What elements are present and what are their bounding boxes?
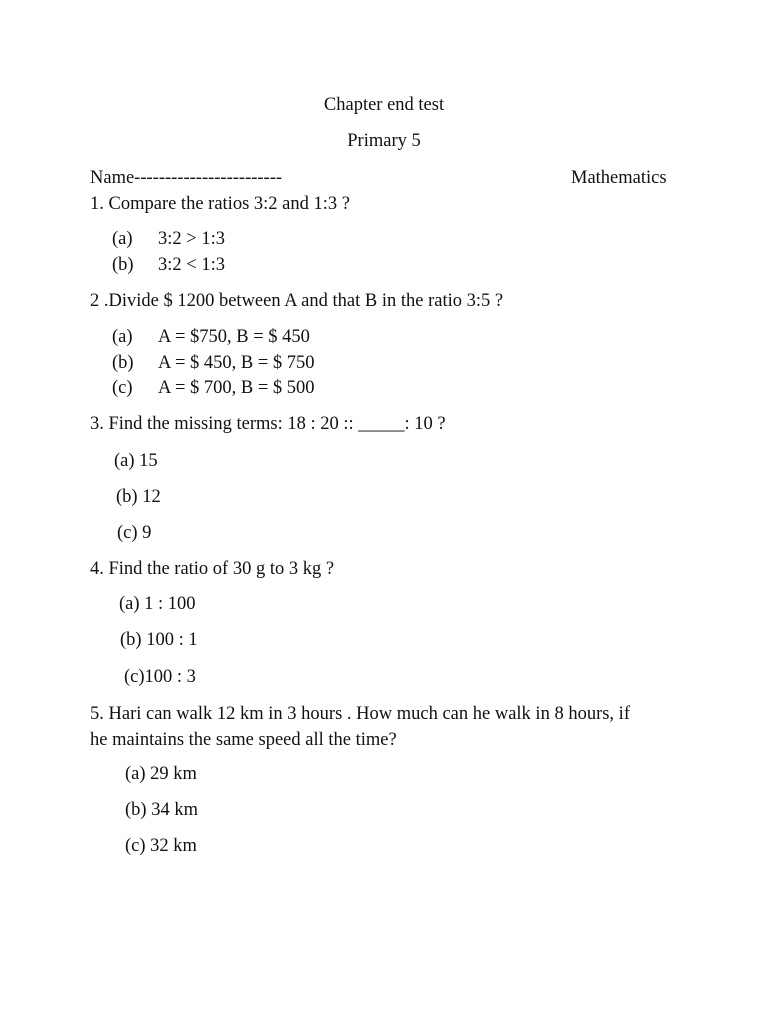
question-4-text: 4. Find the ratio of 30 g to 3 kg ? (90, 559, 335, 579)
option-text: 3:2 < 1:3 (158, 255, 225, 275)
question-2-text: 2 .Divide $ 1200 between A and that B in the ratio 3:5 ? (90, 291, 504, 311)
question-5-text-line-1: 5. Hari can walk 12 km in 3 hours . How much can he walk in 8 hours, if (90, 704, 630, 724)
question-3-option-a: (a) 15 (114, 451, 158, 471)
question-3-option-c: (c) 9 (117, 523, 152, 543)
question-2-option-a (112, 326, 310, 348)
option-text: A = $ 450, B = $ 750 (158, 353, 315, 373)
question-4-option-c: (c)100 : 3 (124, 667, 196, 687)
option-text: A = $ 700, B = $ 500 (158, 378, 315, 398)
option-text: A = $750, B = $ 450 (158, 327, 310, 347)
grade-label: Primary 5 (347, 131, 421, 151)
option-letter: (b) (112, 255, 134, 275)
question-3-option-b: (b) 12 (116, 487, 161, 507)
option-letter: (a) (112, 229, 133, 249)
option-text: 3:2 > 1:3 (158, 229, 225, 249)
option-letter: (a) (112, 327, 133, 347)
question-2-option-c (112, 377, 315, 399)
question-3-text: 3. Find the missing terms: 18 : 20 :: _____: 10 ? (90, 414, 446, 434)
question-5-text-line-2: he maintains the same speed all the time? (90, 730, 397, 750)
question-1-option-a (112, 228, 225, 250)
question-5-option-c: (c) 32 km (125, 836, 197, 856)
name-field-label: Name------------------------ (90, 168, 283, 188)
question-5-option-a: (a) 29 km (125, 764, 197, 784)
question-5-option-b: (b) 34 km (125, 800, 198, 820)
question-1-text: 1. Compare the ratios 3:2 and 1:3 ? (90, 194, 350, 214)
page-title: Chapter end test (323, 95, 445, 115)
subject-label: Mathematics (571, 168, 667, 188)
option-letter: (b) (112, 353, 134, 373)
question-4-option-b: (b) 100 : 1 (120, 630, 198, 650)
question-4-option-a: (a) 1 : 100 (119, 594, 196, 614)
question-1-option-b (112, 254, 225, 276)
question-2-option-b (112, 352, 315, 374)
option-letter: (c) (112, 378, 133, 398)
